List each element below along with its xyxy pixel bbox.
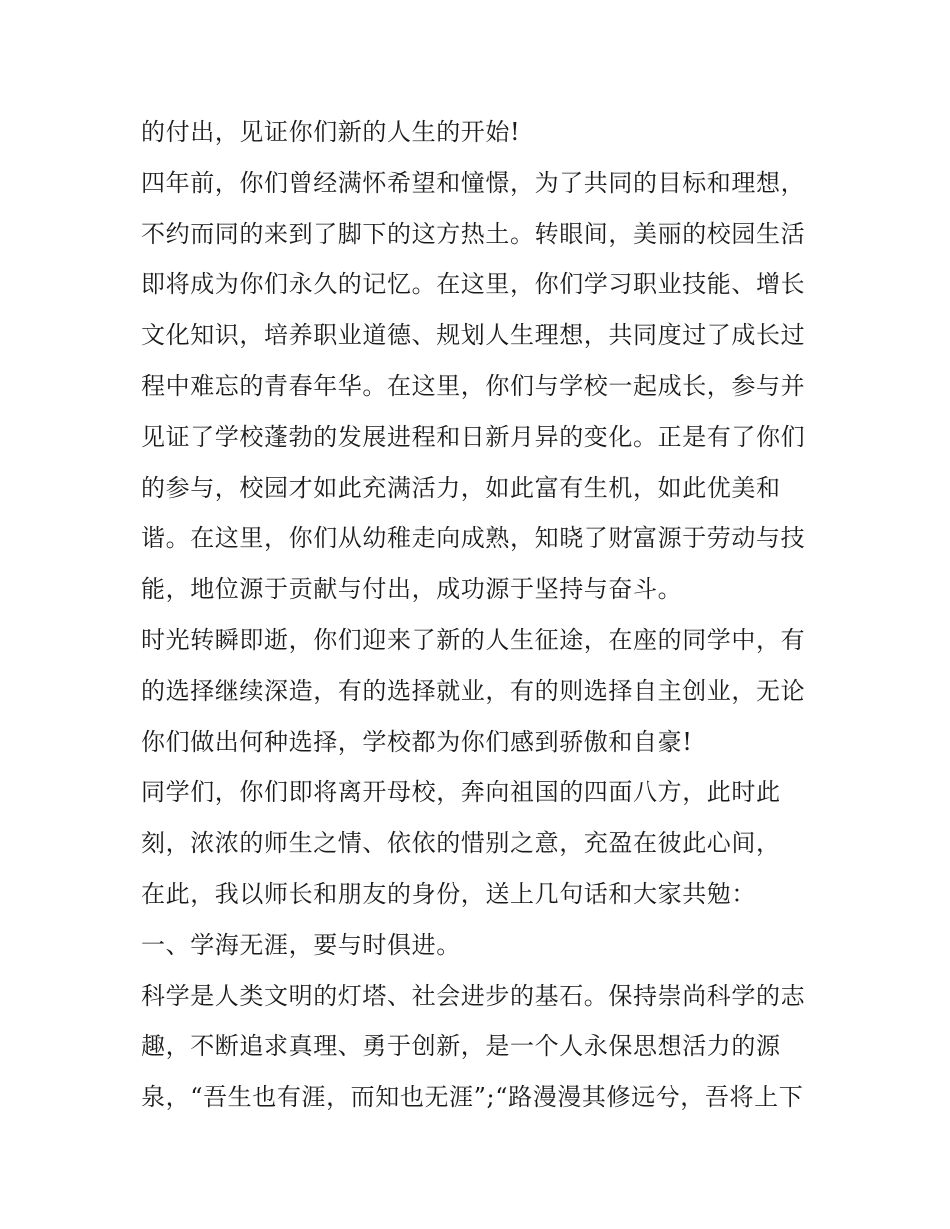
text-line: 趣，不断追求真理、勇于创新，是一个人永保思想活力的源 (141, 1032, 781, 1061)
text-line: 时光转瞬即逝，你们迎来了新的人生征途，在座的同学中，有 (141, 625, 806, 654)
text-line: 不约而同的来到了脚下的这方热土。转眼间，美丽的校园生活 (141, 219, 806, 248)
text-line: 你们做出何种选择，学校都为你们感到骄傲和自豪! (141, 727, 693, 756)
text-line: 的选择继续深造，有的选择就业，有的则选择自主创业，无论 (141, 676, 806, 705)
section-heading: 一、学海无涯，要与时俱进。 (141, 930, 461, 959)
text-line: 程中难忘的青春年华。在这里，你们与学校一起成长，参与并 (141, 371, 806, 400)
text-line: 即将成为你们永久的记忆。在这里，你们学习职业技能、增长 (141, 270, 806, 299)
text-line: 在此，我以师长和朋友的身份，送上几句话和大家共勉： (141, 879, 756, 908)
text-line: 的参与，校园才如此充满活力，如此富有生机，如此优美和 (141, 473, 781, 502)
text-line: 能，地位源于贡献与付出，成功源于坚持与奋斗。 (141, 575, 683, 604)
text-line: 泉，“吾生也有涯，而知也无涯”;“路漫漫其修远兮，吾将上下 (141, 1083, 804, 1112)
body-text (141, 107, 821, 1123)
text-line: 的付出，见证你们新的人生的开始! (141, 118, 521, 146)
text-line: 四年前，你们曾经满怀希望和憧憬，为了共同的目标和理想， (141, 168, 806, 197)
text-line: 科学是人类文明的灯塔、社会进步的基石。保持崇尚科学的志 (141, 981, 806, 1010)
text-line: 同学们，你们即将离开母校，奔向祖国的四面八方，此时此 (141, 778, 781, 807)
text-line: 见证了学校蓬勃的发展进程和日新月异的变化。正是有了你们 (141, 422, 806, 451)
text-line: 文化知识，培养职业道德、规划人生理想，共同度过了成长过 (141, 321, 806, 350)
text-line: 刻，浓浓的师生之情、依依的惜别之意，充盈在彼此心间， (141, 829, 781, 858)
text-line: 谐。在这里，你们从幼稚走向成熟，知晓了财富源于劳动与技 (141, 524, 806, 553)
